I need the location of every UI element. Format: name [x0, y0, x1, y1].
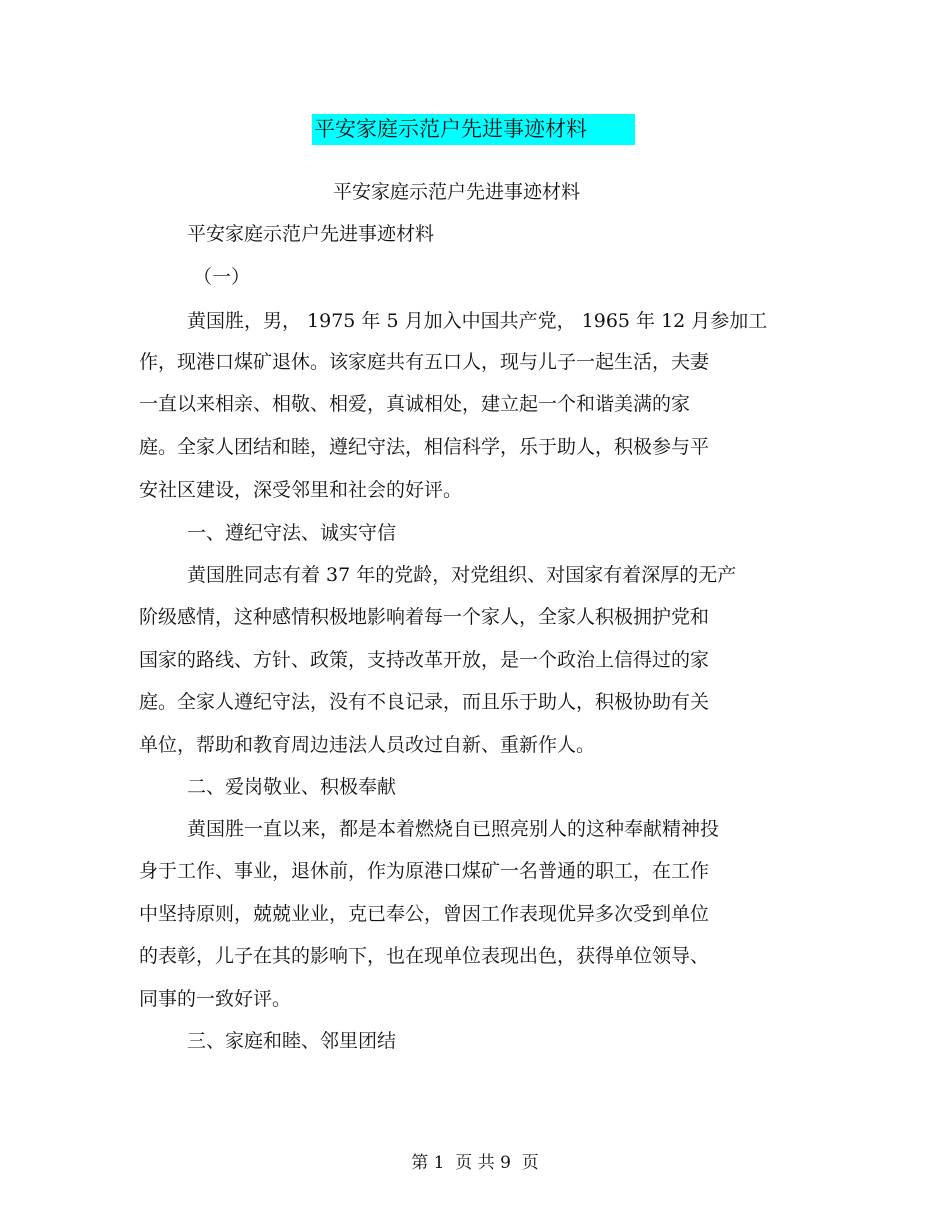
paragraph-line: 中坚持原则，兢兢业业，克已奉公，曾因工作表现优异多次受到单位	[139, 903, 710, 925]
document-subheading: 平安家庭示范户先进事迹材料	[187, 223, 435, 245]
paragraph-line: 单位，帮助和教育周边违法人员改过自新、重新作人。	[139, 734, 596, 756]
paragraph-line: 的表彰，儿子在其的影响下，也在现单位表现出色，获得单位领导、	[139, 945, 710, 967]
paragraph-line: 一直以来相亲、相敬、相爱，真诚相处，建立起一个和谐美满的家	[139, 393, 691, 415]
highlighted-document-title: 平安家庭示范户先进事迹材料	[312, 114, 635, 145]
paragraph-line: 国家的路线、方针、政策，支持改革开放，是一个政治上信得过的家	[139, 649, 710, 671]
section-title: 三、家庭和睦、邻里团结	[187, 1030, 397, 1052]
part-label: （一）	[193, 266, 251, 288]
section-title: 一、遵纪守法、诚实守信	[187, 522, 397, 544]
paragraph-line: 同事的一致好评。	[139, 988, 292, 1010]
paragraph-line: 身于工作、事业，退休前，作为原港口煤矿一名普通的职工，在工作	[139, 860, 710, 882]
paragraph-line: 黄国胜一直以来，都是本着燃烧自已照亮别人的这种奉献精神投	[187, 818, 720, 840]
paragraph-line: 黄国胜，男， 1975 年 5 月加入中国共产党， 1965 年 12 月参加工	[187, 310, 768, 332]
paragraph-line: 安社区建设，深受邻里和社会的好评。	[139, 479, 463, 501]
paragraph-line: 黄国胜同志有着 37 年的党龄，对党组织、对国家有着深厚的无产	[187, 564, 737, 586]
paragraph-line: 庭。全家人团结和睦，遵纪守法，相信科学，乐于助人，积极参与平	[139, 436, 710, 458]
document-heading: 平安家庭示范户先进事迹材料	[333, 181, 581, 203]
paragraph-line: 作，现港口煤矿退休。该家庭共有五口人，现与儿子一起生活，夫妻	[139, 351, 710, 373]
section-title: 二、爱岗敬业、积极奉献	[187, 776, 397, 798]
paragraph-line: 庭。全家人遵纪守法，没有不良记录，而且乐于助人，积极协助有关	[139, 691, 710, 713]
page-indicator: 第 1 页 共 9 页	[411, 1153, 539, 1173]
paragraph-line: 阶级感情，这种感情积极地影响着每一个家人，全家人积极拥护党和	[139, 606, 710, 628]
